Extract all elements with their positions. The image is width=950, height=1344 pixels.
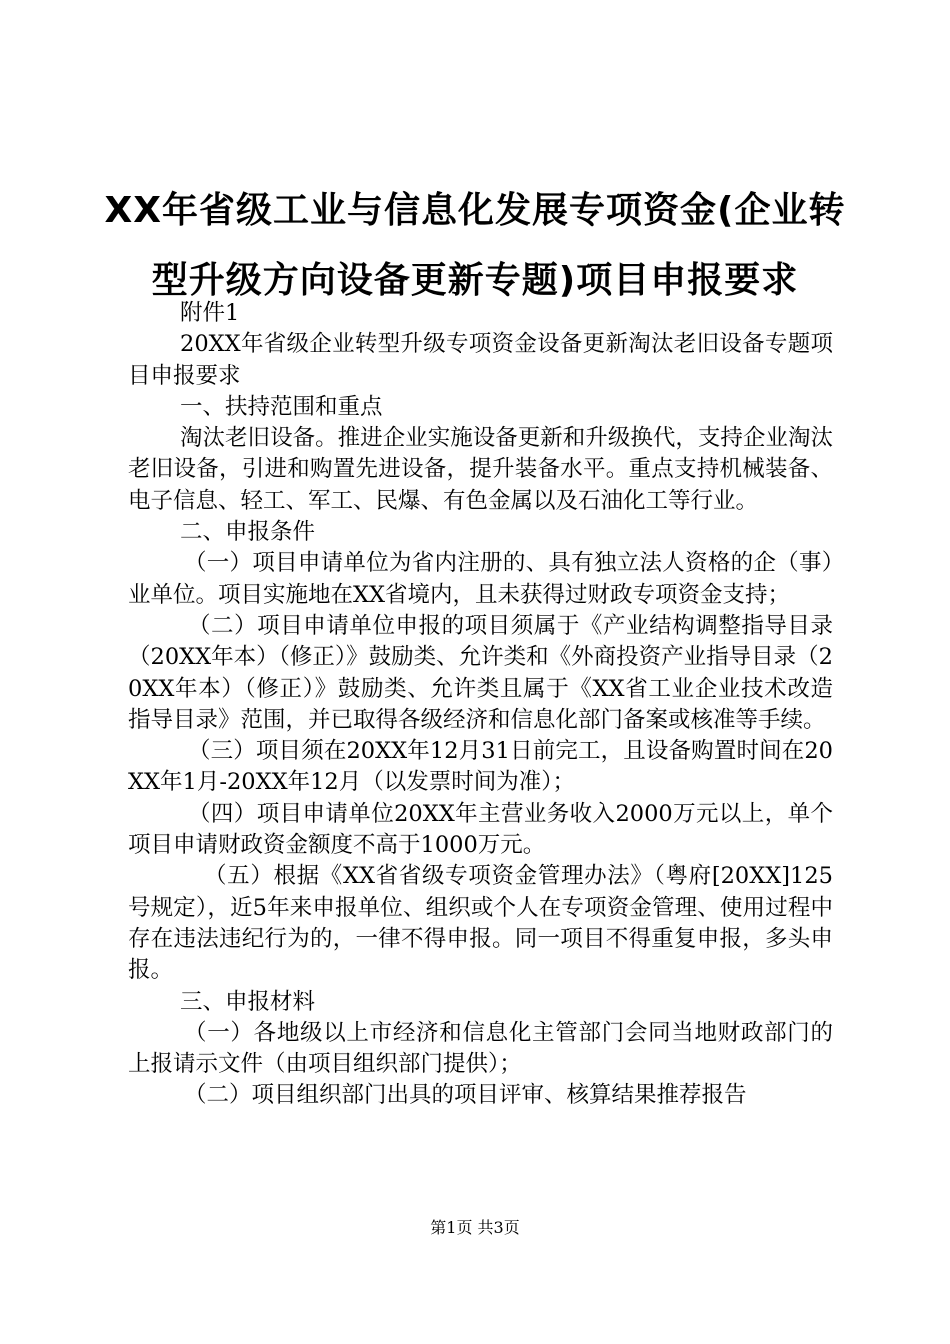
section-heading-2: 二、申报条件 (180, 519, 316, 546)
body-paragraph: （一）各地级以上市经济和信息化主管部门会同当地财政部门的上报请示文件（由项目组织部门提供）； (128, 1019, 833, 1078)
body-paragraph: （四）项目申请单位20XX年主营业务收入2000万元以上，单个项目申请财政资金额度不高于1000万元。 (128, 800, 833, 859)
document-title-line-1: XX年省级工业与信息化发展专项资金(企业转 (104, 190, 846, 231)
document-title-line-2: 型升级方向设备更新专题)项目申报要求 (151, 260, 799, 301)
attachment-label: 附件1 (180, 300, 240, 326)
section-heading-1: 一、扶持范围和重点 (180, 393, 383, 420)
page-footer (0, 1215, 950, 1238)
document-title (100, 176, 850, 316)
body-paragraph: （二）项目申请单位申报的项目须属于《产业结构调整指导目录（20XX年本）（修正）》鼓励类、允许类和《外商投资产业指导目录（20XX年本）（修正）》鼓励类、允许类且属于《XX省工业企业技术改造指导目录》范围，并已取得各级经济和信息化部门备案或核准等手续。 (128, 612, 833, 733)
body-paragraph: （一）项目申请单位为省内注册的、具有独立法人资格的企（事）业单位。项目实施地在XX省境内，且未获得过财政专项资金支持； (128, 550, 833, 608)
document-body (128, 298, 833, 1112)
section-heading-3: 三、申报材料 (180, 988, 316, 1015)
body-paragraph: （二）项目组织部门出具的项目评审、核算结果推荐报告 (184, 1082, 747, 1109)
page-indicator: 第1页 共3页 (430, 1218, 520, 1237)
body-paragraph: 淘汰老旧设备。推进企业实施设备更新和升级换代，支持企业淘汰老旧设备，引进和购置先进设备，提升装备水平。重点支持机械装备、电子信息、轻工、军工、民爆、有色金属以及石油化工等行业。 (128, 425, 833, 514)
body-paragraph: （三）项目须在20XX年12月31日前完工，且设备购置时间在20XX年1月-20XX年12月（以发票时间为准）； (128, 738, 833, 796)
subtitle-paragraph: 20XX年省级企业转型升级专项资金设备更新淘汰老旧设备专题项目申报要求 (128, 331, 833, 389)
body-paragraph: （五）根据《XX省省级专项资金管理办法》（粤府[20XX]125号规定），近5年来申报单位、组织或个人在专项资金管理、使用过程中存在违法违纪行为的，一律不得申报。同一项目不得重复申报，多头申报。 (128, 863, 833, 984)
